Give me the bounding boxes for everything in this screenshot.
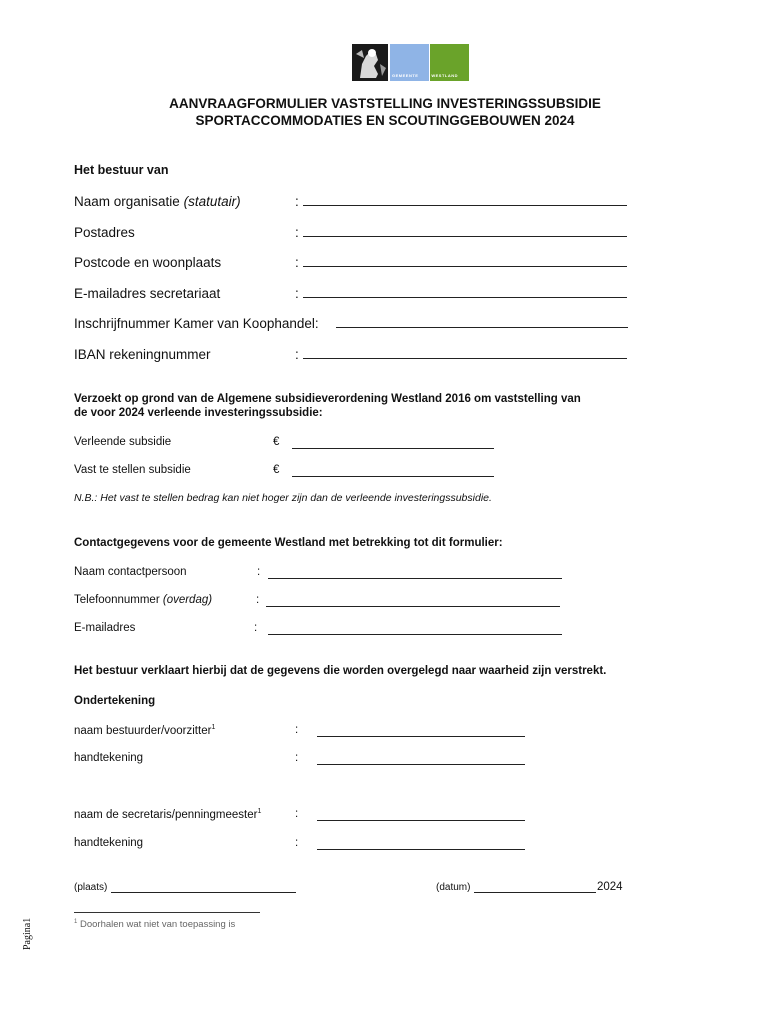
telefoonnummer-field[interactable]: [266, 606, 560, 607]
euro-sign: €: [273, 436, 280, 448]
datum-label: (datum): [436, 882, 471, 893]
datum-year: 2024: [597, 881, 623, 893]
field-label-postcode-woonplaats: Postcode en woonplaats: [74, 255, 222, 270]
footnote-separator: [74, 912, 260, 913]
euro-sign: €: [273, 464, 280, 476]
field-label-verleende-subsidie: Verleende subsidie: [74, 436, 172, 448]
colon: :: [295, 724, 299, 736]
datum-field[interactable]: [474, 892, 596, 893]
footnote: $^1$ Doorhalen wat niet van toepassing is: [74, 919, 236, 931]
colon: :: [295, 286, 299, 301]
postadres-field[interactable]: [303, 236, 627, 237]
handtekening-1-field[interactable]: [317, 764, 525, 765]
logo-wordmark: GEMEENTE WESTLAND: [392, 73, 459, 78]
gemeente-westland-logo: [352, 44, 469, 81]
bestuur-heading: Het bestuur van: [74, 163, 169, 177]
field-label-iban: IBAN rekeningnummer: [74, 347, 211, 362]
field-label-kvk-nummer: Inschrijfnummer Kamer van Koophandel:: [74, 316, 319, 331]
naam-contactpersoon-field[interactable]: [268, 578, 562, 579]
verzoek-text-line-1: Verzoekt op grond van de Algemene subsidieverordening Westland 2016 om vaststelling van: [74, 393, 581, 405]
colon: :: [295, 255, 299, 270]
field-label-naam-organisatie: Naam organisatie (statutair): [74, 194, 241, 209]
naam-secretaris-field[interactable]: [317, 820, 525, 821]
nb-note: N.B.: Het vast te stellen bedrag kan niet hoger zijn dan de verleende investeringssubsidie.: [74, 492, 492, 504]
emailadres-field[interactable]: [268, 634, 562, 635]
field-label-emailadres: E-mailadres: [74, 622, 136, 634]
field-label-handtekening-1: handtekening: [74, 752, 144, 764]
contact-heading: Contactgegevens voor de gemeente Westland met betrekking tot dit formulier:: [74, 537, 503, 549]
colon: :: [256, 594, 260, 606]
postcode-woonplaats-field[interactable]: [303, 266, 627, 267]
verzoek-text-line-2: de voor 2024 verleende investeringssubsidie:: [74, 407, 323, 419]
form-title-line-2: SPORTACCOMMODATIES EN SCOUTINGGEBOUWEN 2024: [195, 113, 575, 128]
field-label-naam-contactpersoon: Naam contactpersoon: [74, 566, 187, 578]
verklaring-text: Het bestuur verklaart hierbij dat de gegevens die worden overgelegd naar waarheid zijn verstrekt.: [74, 665, 607, 677]
field-label-postadres: Postadres: [74, 225, 135, 240]
field-label-vast-te-stellen-subsidie: Vast te stellen subsidie: [74, 464, 191, 476]
colon: :: [295, 347, 299, 362]
emailadres-secretariaat-field[interactable]: [303, 297, 627, 298]
field-label-naam-secretaris: naam de secretaris/penningmeester$^1$: [74, 808, 262, 821]
field-label-emailadres-secretariaat: E-mailadres secretariaat: [74, 286, 221, 301]
field-label-telefoonnummer: Telefoonnummer (overdag): [74, 594, 213, 606]
naam-bestuurder-field[interactable]: [317, 736, 525, 737]
kvk-nummer-field[interactable]: [336, 327, 628, 328]
verleende-subsidie-field[interactable]: [292, 448, 494, 449]
colon: :: [295, 752, 299, 764]
plaats-label: (plaats): [74, 882, 108, 893]
page-label: Pagina1: [22, 917, 33, 950]
colon: :: [295, 837, 299, 849]
handtekening-2-field[interactable]: [317, 849, 525, 850]
form-title-line-1: AANVRAAGFORMULIER VASTSTELLING INVESTERINGSSUBSIDIE: [169, 96, 601, 111]
vast-te-stellen-subsidie-field[interactable]: [292, 476, 494, 477]
plaats-field[interactable]: [111, 892, 296, 893]
crest-icon: [352, 44, 388, 81]
colon: :: [295, 808, 299, 820]
field-label-naam-bestuurder: naam bestuurder/voorzitter$^1$: [74, 724, 216, 737]
naam-organisatie-field[interactable]: [303, 205, 627, 206]
colon: :: [295, 194, 299, 209]
field-label-handtekening-2: handtekening: [74, 837, 144, 849]
colon: :: [257, 566, 261, 578]
colon: :: [254, 622, 258, 634]
ondertekening-heading: Ondertekening: [74, 695, 156, 707]
iban-field[interactable]: [303, 358, 627, 359]
colon: :: [295, 225, 299, 240]
